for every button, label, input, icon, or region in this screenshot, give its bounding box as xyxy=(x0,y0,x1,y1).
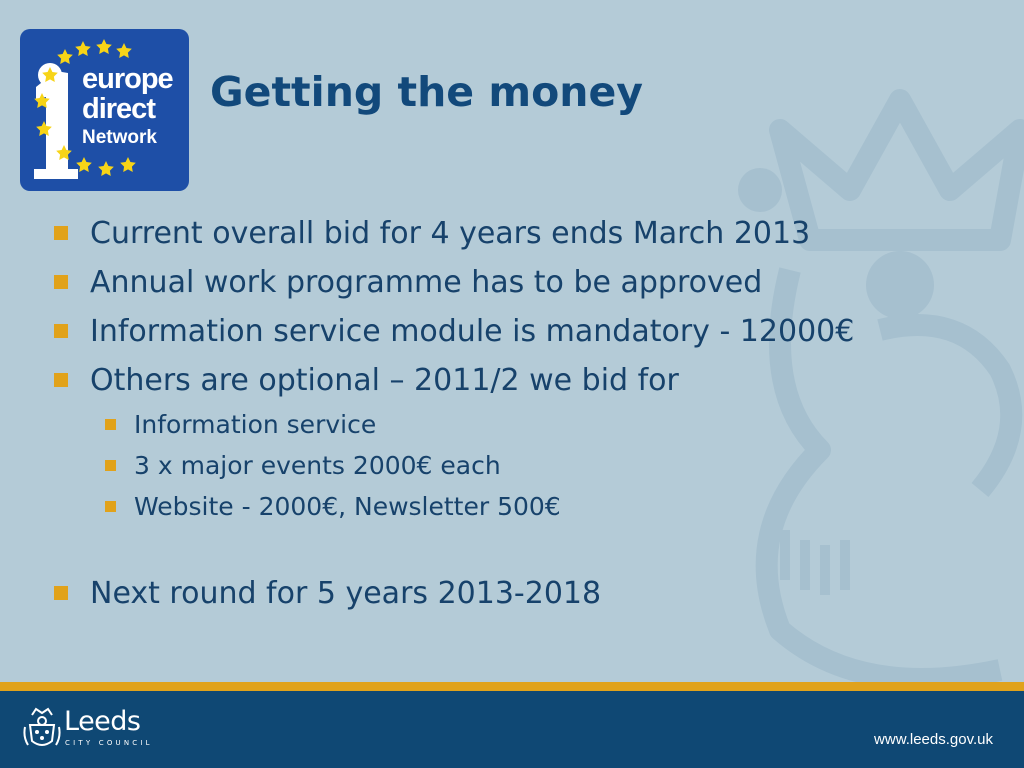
logo-line-europe: europe xyxy=(82,63,173,95)
sub-bullet-item xyxy=(134,450,501,482)
slide-title: Getting the money xyxy=(210,68,644,116)
sub-bullet-item xyxy=(134,409,376,441)
leeds-wordmark: Leeds xyxy=(64,706,141,737)
bullet-item xyxy=(90,312,854,352)
bullet-square-icon xyxy=(105,501,116,512)
leeds-subtitle: CITY COUNCIL xyxy=(65,739,153,747)
bullet-square-icon xyxy=(54,324,68,338)
sub-bullet-text: Information service xyxy=(134,410,377,439)
bullet-item xyxy=(90,214,810,254)
bullet-text: Information service module is mandatory - 12000€ xyxy=(90,314,855,349)
logo-line-direct: direct xyxy=(82,93,155,125)
bullet-square-icon xyxy=(54,586,68,600)
bullet-item xyxy=(90,361,679,401)
sub-bullet-text: 3 x major events 2000€ each xyxy=(134,451,501,480)
bullet-item xyxy=(90,263,762,303)
bullet-text: Others are optional – 2011/2 we bid for xyxy=(90,363,679,398)
footer-stripe xyxy=(0,682,1024,691)
footer-url: www.leeds.gov.uk xyxy=(874,731,993,748)
bullet-square-icon xyxy=(105,460,116,471)
bullet-square-icon xyxy=(54,226,68,240)
bullet-text: Current overall bid for 4 years ends March 2013 xyxy=(90,216,811,251)
bullet-square-icon xyxy=(54,373,68,387)
footer-bar xyxy=(0,691,1024,768)
sub-bullet-item xyxy=(134,491,561,523)
bullet-square-icon xyxy=(105,419,116,430)
bullet-text: Annual work programme has to be approved xyxy=(90,265,763,300)
bullet-square-icon xyxy=(54,275,68,289)
leeds-crest-icon xyxy=(22,707,62,751)
logo-line-network: Network xyxy=(82,127,157,148)
bullet-item xyxy=(90,574,601,614)
sub-bullet-text: Website - 2000€, Newsletter 500€ xyxy=(134,492,561,521)
bullet-text: Next round for 5 years 2013-2018 xyxy=(90,576,602,611)
